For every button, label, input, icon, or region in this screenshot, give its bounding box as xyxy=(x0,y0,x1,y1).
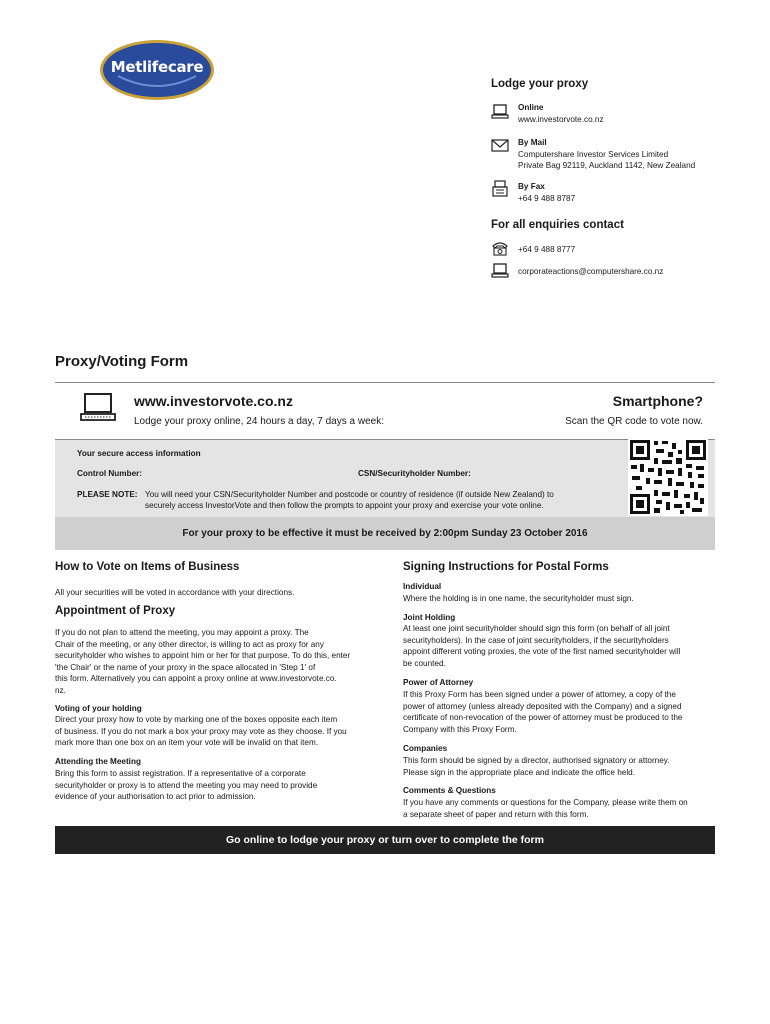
text-line: mark more than one box on an item your vote will be invalid on that item. xyxy=(55,738,319,747)
fax-number: +64 9 488 8787 xyxy=(518,194,576,203)
text-line: appoint different voting proxies, the vote of the first named securityholder will xyxy=(403,647,681,656)
laptop-icon xyxy=(491,263,509,279)
text-line: power of attorney (unless already deposited with the Company) and a signed xyxy=(403,701,682,711)
fax-icon xyxy=(492,180,508,197)
investorvote-sub: Lodge your proxy online, 24 hours a day, 7 days a week: xyxy=(134,416,384,427)
mail-label: By Mail xyxy=(518,138,547,147)
text-line: securityholder or proxy is to attend the meeting you may need to provide xyxy=(55,780,318,790)
individual-text: Where the holding is in one name, the securityholder must sign. xyxy=(403,594,634,603)
online-banner xyxy=(55,382,715,440)
online-url[interactable]: www.investorvote.co.nz xyxy=(518,115,604,124)
smartphone-sub: Scan the QR code to vote now. xyxy=(565,416,703,427)
logo-text: Metlifecare xyxy=(110,58,204,76)
attending-text xyxy=(55,768,317,803)
phone-icon xyxy=(491,241,509,256)
text-line: nz. xyxy=(55,685,66,695)
how-to-vote-heading: How to Vote on Items of Business xyxy=(55,561,240,573)
appointment-heading: Appointment of Proxy xyxy=(55,605,176,617)
joint-text xyxy=(403,623,680,669)
footer-text: Go online to lodge your proxy or turn over to complete the form xyxy=(226,834,544,846)
mail-line-1: Computershare Investor Services Limited xyxy=(518,150,669,159)
attending-heading: Attending the Meeting xyxy=(55,757,141,766)
text-line: Direct your proxy how to vote by marking one of the boxes opposite each item xyxy=(55,715,338,724)
text-line: Please sign in the appropriate place and indicate the office held. xyxy=(403,767,635,777)
text-line: This form should be signed by a director, authorised signatory or attorney. xyxy=(403,756,670,765)
text-line: At least one joint securityholder should sign this form (on behalf of all joint xyxy=(403,624,670,633)
access-info-box xyxy=(55,382,715,550)
csn-label: CSN/Securityholder Number: xyxy=(358,469,471,478)
text-line: certificate of non-revocation of the power of attorney must be produced to the xyxy=(403,713,683,722)
text-line: If you do not plan to attend the meeting, you may appoint a proxy. The xyxy=(55,628,309,637)
text-line: If you have any comments or questions for the Company, please write them on xyxy=(403,798,688,807)
text-line: of business. If you do not mark a box your proxy may vote as they choose. If you xyxy=(55,726,347,736)
poa-text xyxy=(403,689,682,735)
laptop-icon xyxy=(491,104,509,120)
secure-heading: Your secure access information xyxy=(77,449,201,458)
signing-heading: Signing Instructions for Postal Forms xyxy=(403,561,609,573)
text-line: securityholder who wishes to appoint him or her for that purpose. To do this, enter xyxy=(55,651,351,660)
joint-heading: Joint Holding xyxy=(403,613,456,622)
qr-code-icon[interactable] xyxy=(628,438,708,516)
lodge-heading: Lodge your proxy xyxy=(491,78,589,90)
text-line: If this Proxy Form has been signed under a power of attorney, a copy of the xyxy=(403,690,676,699)
smartphone-heading: Smartphone? xyxy=(612,393,703,409)
text-line: securityholders). In the case of joint securityholders, if the securityholders xyxy=(403,635,669,645)
individual-heading: Individual xyxy=(403,582,442,591)
companies-heading: Companies xyxy=(403,744,448,753)
laptop-icon xyxy=(79,392,117,424)
deadline-text: For your proxy to be effective it must be received by 2:00pm Sunday 23 October 2016 xyxy=(182,528,588,539)
deadline-bar xyxy=(55,517,715,550)
voting-text xyxy=(55,714,347,749)
please-note-line-2: securely access InvestorVote and then follow the prompts to appoint your proxy and exercise your vote online. xyxy=(145,501,544,510)
comments-text xyxy=(403,797,688,820)
voting-heading: Voting of your holding xyxy=(55,704,142,713)
text-line: evidence of your authorisation to act prior to admission. xyxy=(55,792,256,801)
fax-label: By Fax xyxy=(518,182,545,191)
text-line: this form. Alternatively you can appoint a proxy online at www.investorvote.co. xyxy=(55,674,337,683)
comments-heading: Comments & Questions xyxy=(403,786,496,795)
enquiries-email[interactable]: corporateactions@computershare.co.nz xyxy=(518,267,664,276)
text-line: a separate sheet of paper and return with this form. xyxy=(403,809,589,819)
companies-text xyxy=(403,755,670,778)
poa-heading: Power of Attorney xyxy=(403,678,474,687)
enquiries-heading: For all enquiries contact xyxy=(491,219,624,231)
mail-line-2: Private Bag 92119, Auckland 1142, New Zealand xyxy=(518,161,696,170)
text-line: Bring this form to assist registration. If a representative of a corporate xyxy=(55,769,306,778)
investorvote-url[interactable]: www.investorvote.co.nz xyxy=(134,393,293,409)
online-label: Online xyxy=(518,103,544,112)
metlifecare-logo xyxy=(98,38,216,102)
footer-bar xyxy=(55,826,715,854)
appointment-text xyxy=(55,627,350,696)
text-line: be counted. xyxy=(403,658,446,668)
text-line: Company with this Proxy Form. xyxy=(403,724,517,734)
how-to-vote-intro: All your securities will be voted in accordance with your directions. xyxy=(55,588,295,597)
form-title: Proxy/Voting Form xyxy=(55,353,189,370)
please-note-line-1: You will need your CSN/Securityholder Number and postcode or country of residence (if outside New Zealand) to xyxy=(145,490,554,499)
text-line: 'the Chair' or the name of your proxy in the space allocated in 'Step 1' of xyxy=(55,662,316,672)
control-number-label: Control Number: xyxy=(77,469,143,478)
please-note-label: PLEASE NOTE: xyxy=(77,490,138,499)
envelope-icon xyxy=(491,139,509,152)
text-line: Chair of the meeting, or any other director, is willing to act as proxy for any xyxy=(55,639,324,649)
enquiries-phone: +64 9 488 8777 xyxy=(518,245,576,254)
